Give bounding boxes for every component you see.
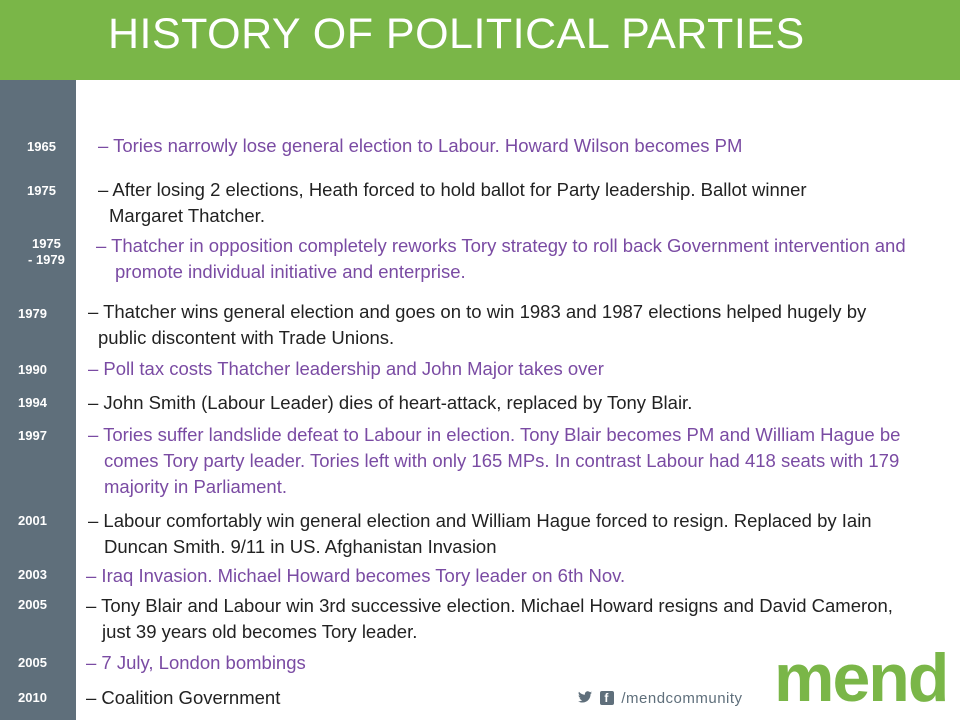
entry-line: – John Smith (Labour Leader) dies of heart-attack, replaced by Tony Blair. xyxy=(88,392,693,413)
timeline-entry xyxy=(86,563,625,589)
entry-line: – Tories narrowly lose general election to Labour. Howard Wilson becomes PM xyxy=(98,135,743,156)
year-label: 2001 xyxy=(18,513,47,528)
entry-line: Margaret Thatcher. xyxy=(109,205,265,226)
entry-line: – Iraq Invasion. Michael Howard becomes Tory leader on 6th Nov. xyxy=(86,565,626,586)
entry-line: comes Tory party leader. Tories left with only 165 MPs. In contrast Labour had 418 seats with 179 xyxy=(104,450,900,471)
timeline-entry xyxy=(88,422,900,500)
year-label: 2005 xyxy=(18,597,47,612)
year-label: 1965 xyxy=(27,139,56,154)
twitter-icon[interactable] xyxy=(578,691,592,705)
entry-line: – Tories suffer landslide defeat to Labour in election. Tony Blair becomes PM and William Hague be xyxy=(88,424,901,445)
entry-line: promote individual initiative and enterprise. xyxy=(115,261,466,282)
entry-line: – 7 July, London bombings xyxy=(86,652,306,673)
entry-line: – After losing 2 elections, Heath forced to hold ballot for Party leadership. Ballot winner xyxy=(98,179,807,200)
year-label: 1997 xyxy=(18,428,47,443)
entry-line: – Thatcher in opposition completely reworks Tory strategy to roll back Government intervention and xyxy=(96,235,906,256)
timeline-entry xyxy=(86,593,893,645)
entry-line: Duncan Smith. 9/11 in US. Afghanistan Invasion xyxy=(104,536,497,557)
entry-line: – Poll tax costs Thatcher leadership and John Major takes over xyxy=(88,358,604,379)
entry-line: – Coalition Government xyxy=(86,687,281,708)
year-label xyxy=(30,236,65,268)
timeline-entry xyxy=(96,233,906,285)
timeline-entry xyxy=(88,299,866,351)
page-title: HISTORY OF POLITICAL PARTIES xyxy=(108,10,805,58)
year-label: 1990 xyxy=(18,362,47,377)
timeline-entry xyxy=(98,133,742,159)
facebook-icon[interactable]: f xyxy=(600,691,614,705)
year-label: 1979 xyxy=(18,306,47,321)
timeline-entry xyxy=(88,508,872,560)
year-label: 1975 xyxy=(27,183,56,198)
social-handle[interactable]: /mendcommunity xyxy=(621,690,743,707)
entry-line: – Thatcher wins general election and goes on to win 1983 and 1987 elections helped hugely by xyxy=(88,301,867,322)
year-label: 2003 xyxy=(18,567,47,582)
entry-line: – Tony Blair and Labour win 3rd successive election. Michael Howard resigns and David Cameron, xyxy=(86,595,893,616)
year-range-label: 1975 - 1979 xyxy=(28,236,65,267)
timeline-entry xyxy=(86,650,306,676)
mend-logo: mend xyxy=(774,640,948,716)
timeline-entry xyxy=(88,356,604,382)
timeline-entry xyxy=(88,390,692,416)
year-label: 1994 xyxy=(18,395,47,410)
entry-line: public discontent with Trade Unions. xyxy=(98,327,395,348)
timeline-entry xyxy=(86,685,280,711)
entry-line: majority in Parliament. xyxy=(104,476,288,497)
timeline-entry xyxy=(98,177,807,229)
entry-line: just 39 years old becomes Tory leader. xyxy=(102,621,418,642)
year-label: 2005 xyxy=(18,655,47,670)
year-label: 2010 xyxy=(18,690,47,705)
social-links xyxy=(578,690,743,707)
entry-line: – Labour comfortably win general election and William Hague forced to resign. Replaced by Iain xyxy=(88,510,872,531)
header-bar xyxy=(0,0,960,80)
